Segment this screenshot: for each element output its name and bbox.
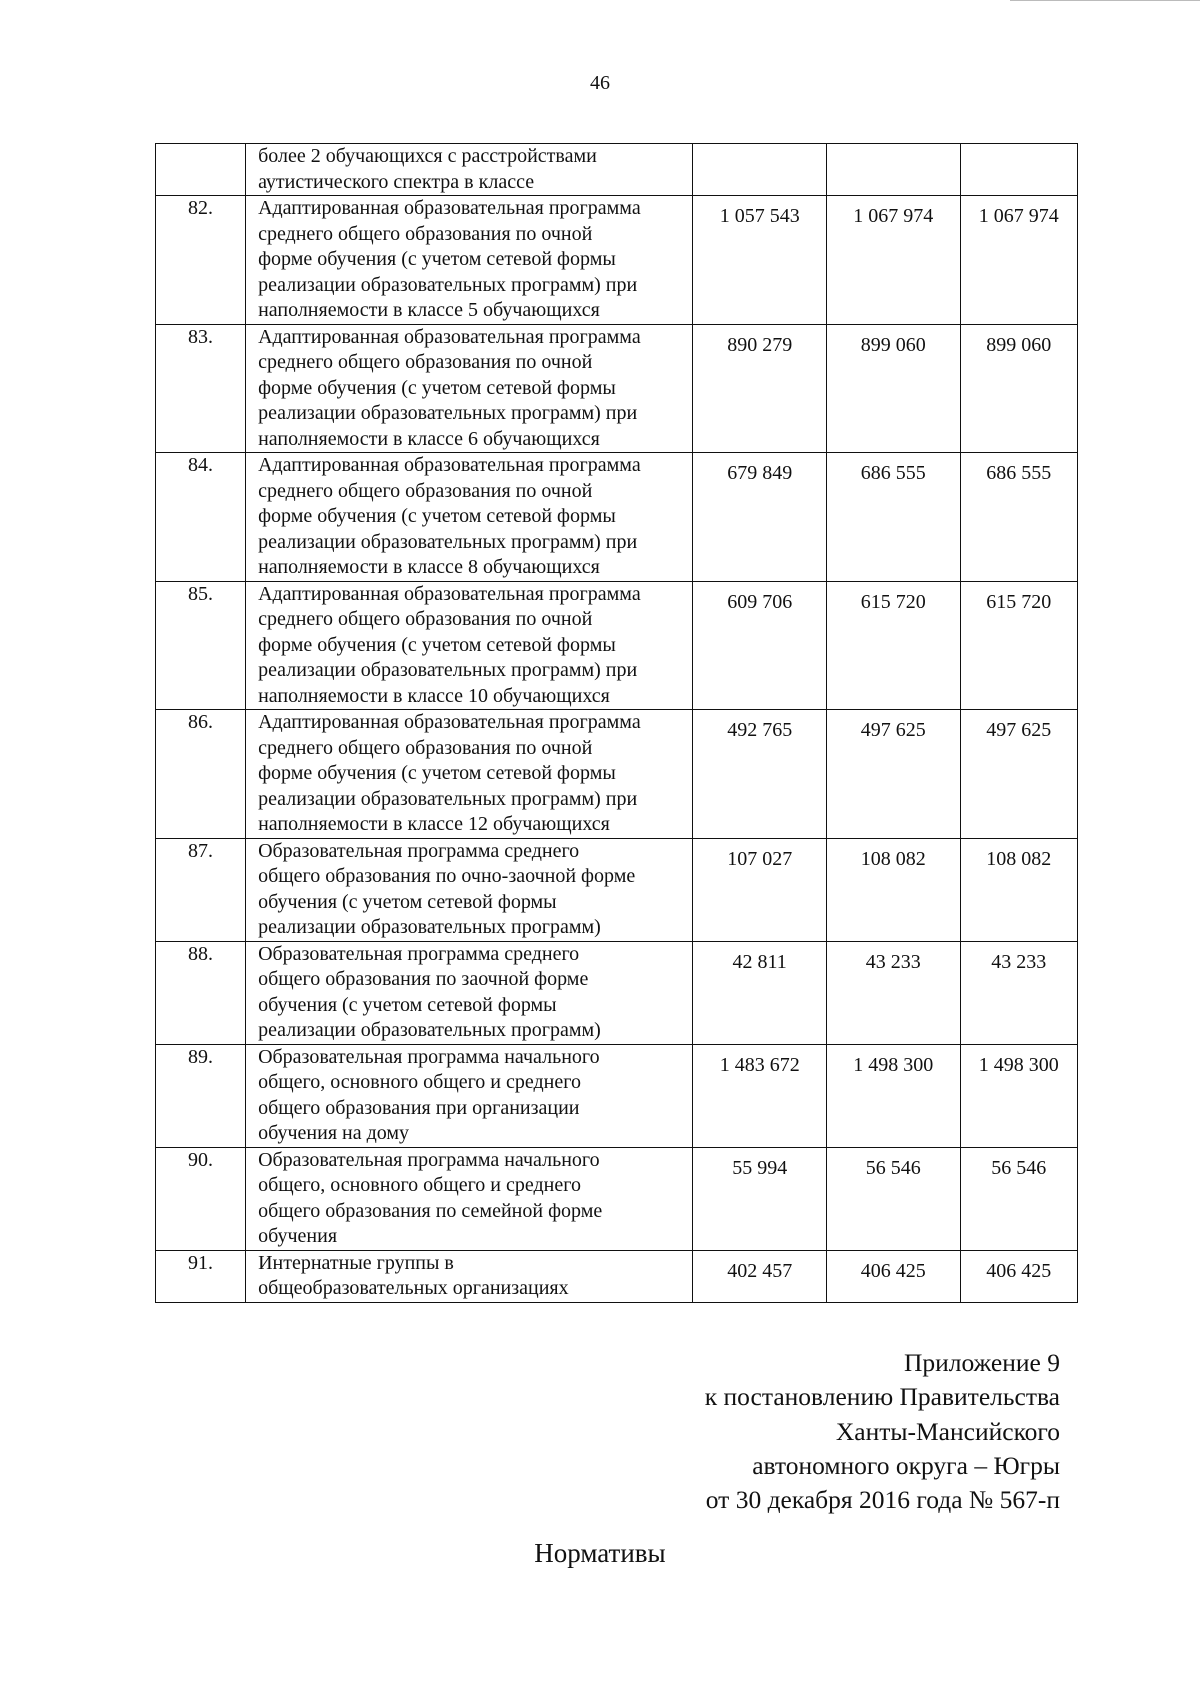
value-cell-3: 686 555: [960, 453, 1077, 582]
description-line: Образовательная программа начального: [258, 1045, 600, 1068]
value-cell-1: 890 279: [693, 324, 827, 453]
row-description-cell: [246, 196, 693, 325]
description-line: реализации образовательных программ) при: [258, 273, 638, 296]
description-line: более 2 обучающихся с расстройствами: [258, 145, 597, 167]
value-cell-3: 108 082: [960, 838, 1077, 941]
row-description-cell: [246, 1250, 693, 1302]
normatives-table: [155, 143, 1078, 1303]
description-line: форме обучения (с учетом сетевой формы: [258, 248, 616, 270]
row-number-cell: 87.: [156, 838, 246, 941]
description-line: Адаптированная образовательная программа: [258, 582, 641, 605]
appendix-line-5: от 30 декабря 2016 года № 567-п: [705, 1485, 1060, 1515]
description-line: форме обучения (с учетом сетевой формы: [258, 633, 616, 656]
table-row: [156, 1044, 1078, 1147]
table-row: [156, 1250, 1078, 1302]
description-line: наполняемости в классе 12 обучающихся: [258, 813, 610, 835]
description-line: Образовательная программа среднего: [258, 942, 580, 965]
value-cell-3: 56 546: [960, 1147, 1077, 1250]
description-line: наполняемости в классе 10 обучающихся: [258, 684, 610, 707]
value-cell-3: 1 067 974: [960, 196, 1077, 325]
value-cell-3: 406 425: [960, 1250, 1077, 1302]
description-line: Образовательная программа начального: [258, 1148, 600, 1171]
row-description-cell: [246, 324, 693, 453]
value-cell-2: [826, 144, 960, 196]
description-line: общего образования при организации: [258, 1096, 580, 1119]
description-line: наполняемости в классе 6 обучающихся: [258, 427, 600, 450]
table-row: [156, 196, 1078, 325]
row-number-cell: 88.: [156, 941, 246, 1044]
value-cell-1: 679 849: [693, 453, 827, 582]
row-number-cell: 85.: [156, 581, 246, 710]
table-row: [156, 324, 1078, 453]
description-line: форме обучения (с учетом сетевой формы: [258, 376, 616, 399]
table-row: [156, 144, 1078, 196]
description-line: общего образования по заочной форме: [258, 968, 589, 990]
description-line: среднего общего образования по очной: [258, 222, 593, 245]
row-number-cell: 91.: [156, 1250, 246, 1302]
description-line: общего, основного общего и среднего: [258, 1174, 581, 1196]
appendix-block: [540, 1346, 1060, 1517]
row-description-cell: [246, 941, 693, 1044]
value-cell-3: 615 720: [960, 581, 1077, 710]
row-number-cell: 89.: [156, 1044, 246, 1147]
appendix-line-1: Приложение 9: [904, 1348, 1060, 1377]
table-body: [156, 144, 1078, 1303]
description-line: наполняемости в классе 5 обучающихся: [258, 299, 600, 321]
description-line: обучения (с учетом сетевой формы: [258, 890, 557, 913]
description-line: Образовательная программа среднего: [258, 839, 580, 862]
value-cell-2: 56 546: [826, 1147, 960, 1250]
row-number-cell: 84.: [156, 453, 246, 582]
value-cell-1: 1 483 672: [693, 1044, 827, 1147]
description-line: обучения (с учетом сетевой формы: [258, 993, 557, 1016]
value-cell-1: [693, 144, 827, 196]
value-cell-3: [960, 144, 1077, 196]
row-number-cell: 82.: [156, 196, 246, 325]
value-cell-2: 1 067 974: [826, 196, 960, 325]
appendix-line-3: Ханты-Мансийского: [835, 1416, 1060, 1446]
description-line: аутистического спектра в классе: [258, 170, 535, 193]
description-line: Адаптированная образовательная программа: [258, 325, 641, 348]
table-row: [156, 581, 1078, 710]
row-number-cell: 83.: [156, 324, 246, 453]
description-line: обучения: [258, 1225, 338, 1247]
row-number-cell: 86.: [156, 710, 246, 839]
description-line: Адаптированная образовательная программа: [258, 454, 641, 476]
value-cell-2: 406 425: [826, 1250, 960, 1302]
description-line: общего образования по семейной форме: [258, 1199, 603, 1222]
description-line: реализации образовательных программ) при: [258, 402, 638, 424]
description-line: среднего общего образования по очной: [258, 736, 593, 759]
row-number-cell: [156, 144, 246, 196]
description-line: среднего общего образования по очной: [258, 351, 593, 373]
row-description-cell: [246, 838, 693, 941]
appendix-line-4: автономного округа – Югры: [752, 1450, 1060, 1480]
value-cell-2: 108 082: [826, 838, 960, 941]
value-cell-2: 1 498 300: [826, 1044, 960, 1147]
value-cell-2: 899 060: [826, 324, 960, 453]
value-cell-1: 492 765: [693, 710, 827, 839]
page-number: 46: [590, 72, 610, 94]
table-row: [156, 453, 1078, 582]
value-cell-1: 42 811: [693, 941, 827, 1044]
value-cell-2: 615 720: [826, 581, 960, 710]
description-line: реализации образовательных программ): [258, 916, 601, 938]
description-line: общего, основного общего и среднего: [258, 1071, 581, 1093]
table-row: [156, 1147, 1078, 1250]
description-line: форме обучения (с учетом сетевой формы: [258, 505, 616, 527]
description-line: Интернатные группы в: [258, 1251, 454, 1274]
table-row: [156, 941, 1078, 1044]
description-line: реализации образовательных программ) при: [258, 659, 638, 681]
description-line: среднего общего образования по очной: [258, 608, 593, 630]
value-cell-2: 43 233: [826, 941, 960, 1044]
row-description-cell: [246, 1044, 693, 1147]
description-line: наполняемости в классе 8 обучающихся: [258, 556, 600, 578]
value-cell-3: 43 233: [960, 941, 1077, 1044]
description-line: реализации образовательных программ) при: [258, 530, 638, 553]
document-title: Нормативы: [534, 1538, 666, 1568]
value-cell-1: 402 457: [693, 1250, 827, 1302]
value-cell-2: 686 555: [826, 453, 960, 582]
appendix-line-2: к постановлению Правительства: [704, 1382, 1060, 1412]
value-cell-1: 1 057 543: [693, 196, 827, 325]
description-line: Адаптированная образовательная программа: [258, 711, 641, 733]
row-description-cell: [246, 1147, 693, 1250]
description-line: общеобразовательных организациях: [258, 1277, 569, 1299]
description-line: обучения на дому: [258, 1122, 410, 1144]
value-cell-1: 55 994: [693, 1147, 827, 1250]
value-cell-1: 107 027: [693, 838, 827, 941]
scan-edge-line: [1010, 0, 1200, 1]
value-cell-1: 609 706: [693, 581, 827, 710]
row-description-cell: [246, 581, 693, 710]
description-line: Адаптированная образовательная программа: [258, 197, 641, 219]
row-description-cell: [246, 453, 693, 582]
row-description-cell: [246, 710, 693, 839]
description-line: среднего общего образования по очной: [258, 479, 593, 502]
value-cell-2: 497 625: [826, 710, 960, 839]
table-row: [156, 838, 1078, 941]
row-number-cell: 90.: [156, 1147, 246, 1250]
description-line: форме обучения (с учетом сетевой формы: [258, 762, 616, 784]
description-line: реализации образовательных программ) при: [258, 787, 638, 810]
table-row: [156, 710, 1078, 839]
description-line: реализации образовательных программ): [258, 1019, 601, 1041]
value-cell-3: 1 498 300: [960, 1044, 1077, 1147]
description-line: общего образования по очно-заочной форме: [258, 865, 636, 887]
value-cell-3: 899 060: [960, 324, 1077, 453]
value-cell-3: 497 625: [960, 710, 1077, 839]
row-description-cell: [246, 144, 693, 196]
